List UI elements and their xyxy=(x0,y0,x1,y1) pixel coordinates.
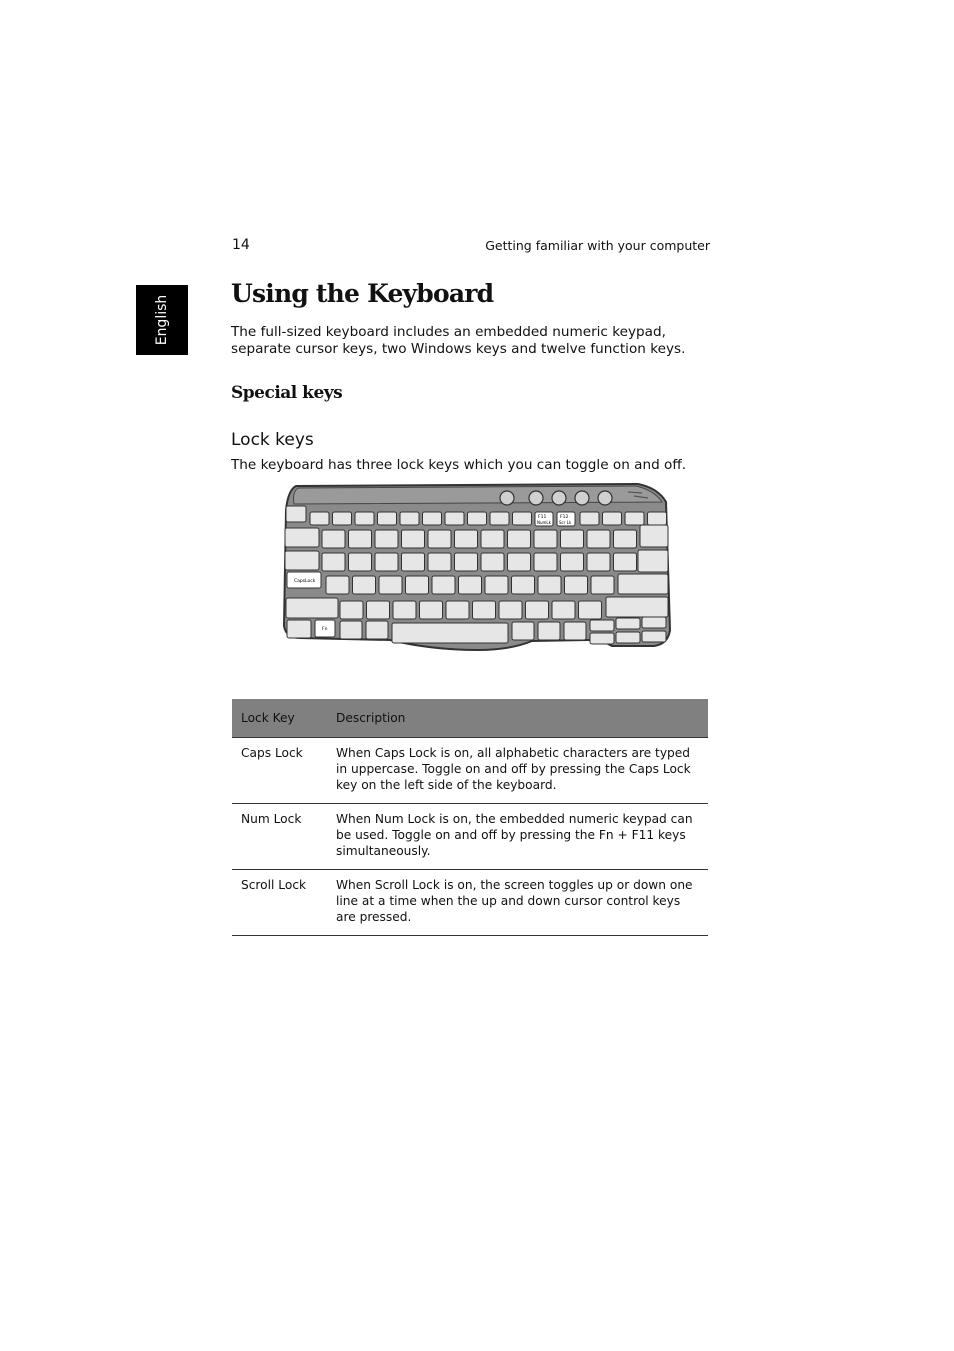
key-scrlk-label: Scr Lk xyxy=(559,520,572,525)
table-header-row xyxy=(232,699,708,738)
keyboard-key xyxy=(353,576,376,594)
keyboard-key xyxy=(490,512,509,525)
keyboard-key xyxy=(552,601,575,619)
keyboard-key xyxy=(579,601,602,619)
lock-key-name: Num Lock xyxy=(232,804,327,870)
intro-paragraph: The full-sized keyboard includes an embedded numeric keypad, separate cursor keys, two Windows keys and twelve function keys. xyxy=(231,324,686,357)
launch-button-icon xyxy=(575,491,589,505)
keyboard-key xyxy=(423,512,442,525)
keyboard-key xyxy=(286,506,306,522)
keyboard-key xyxy=(340,601,363,619)
keyboard-key xyxy=(538,622,560,640)
keyboard-key xyxy=(355,512,374,525)
keyboard-key xyxy=(587,530,610,548)
keyboard-key xyxy=(499,601,522,619)
keyboard-key xyxy=(366,621,388,639)
keyboard-key xyxy=(618,574,668,594)
keyboard-key xyxy=(591,576,614,594)
keyboard-key xyxy=(349,530,372,548)
keyboard-key xyxy=(455,530,478,548)
keyboard-key xyxy=(310,512,329,525)
key-f11-label: F11 xyxy=(538,515,547,520)
keyboard-key xyxy=(534,553,557,571)
keyboard-key xyxy=(428,553,451,571)
keyboard-key xyxy=(428,530,451,548)
page-title: Using the Keyboard xyxy=(231,279,494,308)
keyboard-key xyxy=(512,576,535,594)
keyboard-key xyxy=(286,598,338,618)
keyboard-key xyxy=(420,601,443,619)
language-tab xyxy=(136,285,188,355)
lock-key-description: When Caps Lock is on, all alphabetic characters are typed in uppercase. Toggle on and off by pressing the Caps Lock key on the left side of the keyboard. xyxy=(327,738,708,804)
keyboard-key xyxy=(349,553,372,571)
section-heading-special-keys: Special keys xyxy=(231,383,343,403)
table-row xyxy=(232,738,708,804)
keyboard-key xyxy=(642,617,666,628)
keyboard-key xyxy=(565,576,588,594)
keyboard-key xyxy=(392,623,508,643)
key-f12 xyxy=(557,512,575,526)
lock-key-name: Caps Lock xyxy=(232,738,327,804)
keyboard-key xyxy=(606,597,668,617)
keyboard-key xyxy=(326,576,349,594)
keyboard-key xyxy=(481,530,504,548)
launch-button-icon xyxy=(529,491,543,505)
keyboard-key xyxy=(590,620,614,631)
keyboard-key xyxy=(402,553,425,571)
keyboard-key xyxy=(508,553,531,571)
key-capslock xyxy=(287,572,321,588)
table-row xyxy=(232,870,708,936)
keyboard-key xyxy=(459,576,482,594)
table-header-lock-key: Lock Key xyxy=(232,699,327,738)
keyboard-key xyxy=(322,553,345,571)
key-numlk-label: NumLk xyxy=(537,520,551,525)
running-header: Getting familiar with your computer xyxy=(485,238,710,253)
keyboard-key xyxy=(616,632,640,643)
keyboard-key xyxy=(638,550,668,572)
language-tab-label: English xyxy=(154,294,170,346)
keyboard-key xyxy=(287,620,311,638)
launch-button-icon xyxy=(598,491,612,505)
keyboard-illustration xyxy=(282,480,672,655)
keyboard-key xyxy=(534,530,557,548)
launch-button-icon xyxy=(552,491,566,505)
key-capslock-label: CapsLock xyxy=(294,579,316,584)
key-f12-label: F12 xyxy=(560,515,569,520)
subsection-heading-lock-keys: Lock keys xyxy=(231,430,314,450)
key-fn xyxy=(315,620,335,637)
keyboard-key xyxy=(508,530,531,548)
keyboard-key xyxy=(580,512,599,525)
lock-keys-description: The keyboard has three lock keys which you can toggle on and off. xyxy=(231,457,687,473)
keyboard-key xyxy=(512,622,534,640)
key-f11 xyxy=(535,512,553,526)
keyboard-key xyxy=(340,621,362,639)
keyboard-key xyxy=(406,576,429,594)
keyboard-key xyxy=(322,530,345,548)
keyboard-key xyxy=(603,512,622,525)
launch-button-icon xyxy=(500,491,514,505)
keyboard-key xyxy=(648,512,667,525)
keyboard-key xyxy=(446,601,469,619)
table-header-description: Description xyxy=(327,699,708,738)
keyboard-key xyxy=(379,576,402,594)
keyboard-key xyxy=(485,576,508,594)
page-number: 14 xyxy=(232,237,250,253)
keyboard-key xyxy=(561,530,584,548)
keyboard-key xyxy=(614,530,637,548)
keyboard-key xyxy=(285,551,319,570)
keyboard-key xyxy=(640,525,668,547)
keyboard-key xyxy=(590,633,614,644)
keyboard-key xyxy=(378,512,397,525)
keyboard-key xyxy=(564,622,586,640)
keyboard-key xyxy=(445,512,464,525)
keyboard-key xyxy=(625,512,644,525)
keyboard-key xyxy=(393,601,416,619)
keyboard-key xyxy=(587,553,610,571)
keyboard-key xyxy=(561,553,584,571)
keyboard-key xyxy=(455,553,478,571)
keyboard-key xyxy=(333,512,352,525)
lock-keys-table xyxy=(232,699,708,936)
lock-key-description: When Num Lock is on, the embedded numeric keypad can be used. Toggle on and off by pressing the Fn + F11 keys simultaneously. xyxy=(327,804,708,870)
keyboard-key xyxy=(616,618,640,629)
keyboard-key xyxy=(375,530,398,548)
keyboard-key xyxy=(473,601,496,619)
keyboard-key xyxy=(285,528,319,547)
keyboard-key xyxy=(375,553,398,571)
keyboard-key xyxy=(538,576,561,594)
keyboard-key xyxy=(513,512,532,525)
keyboard-key xyxy=(526,601,549,619)
keyboard-key xyxy=(402,530,425,548)
keyboard-key xyxy=(614,553,637,571)
keyboard-key xyxy=(468,512,487,525)
key-fn-label: Fn xyxy=(322,627,328,632)
keyboard-key xyxy=(481,553,504,571)
lock-key-name: Scroll Lock xyxy=(232,870,327,936)
lock-key-description: When Scroll Lock is on, the screen toggles up or down one line at a time when the up and down cursor control keys are pressed. xyxy=(327,870,708,936)
keyboard-key xyxy=(400,512,419,525)
keyboard-key xyxy=(367,601,390,619)
keyboard-key xyxy=(642,631,666,642)
table-row xyxy=(232,804,708,870)
keyboard-key xyxy=(432,576,455,594)
